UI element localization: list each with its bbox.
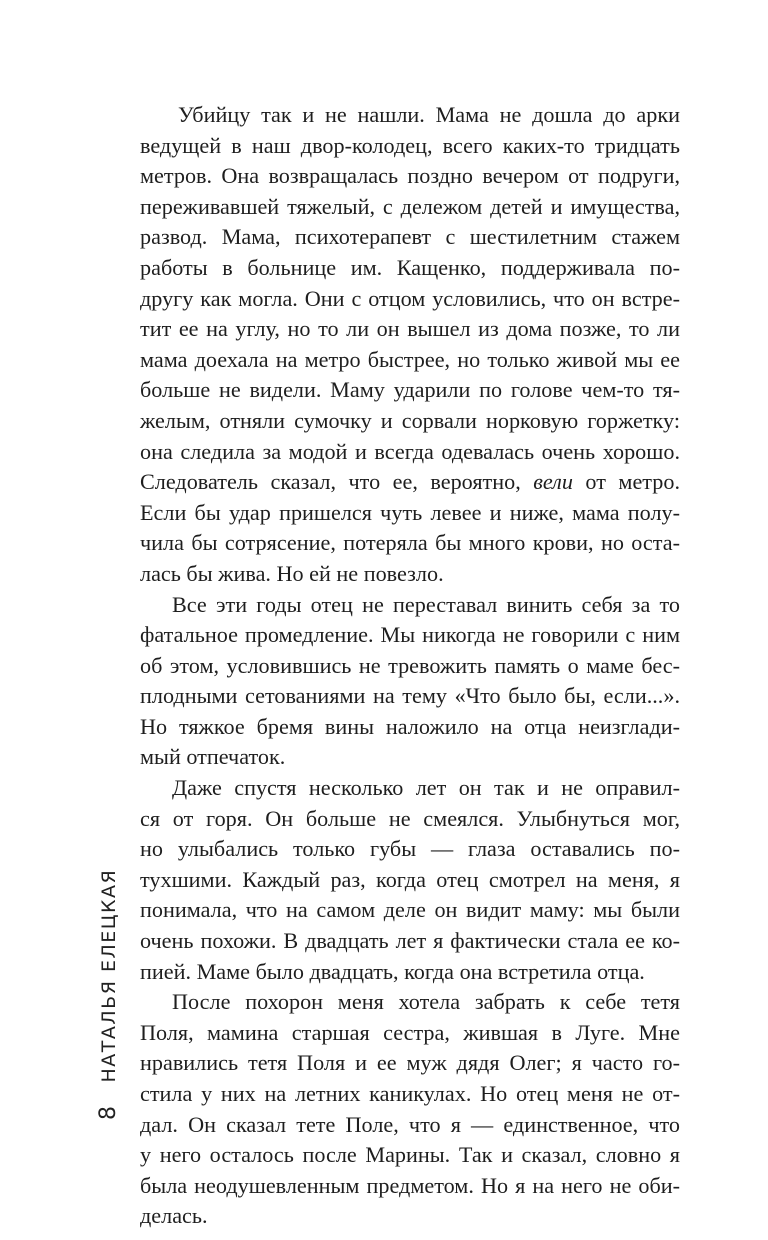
text-line: мый отпечаток. [140,744,286,770]
text-line: Поля, мамина старшая сестра, жившая в Луге. Мне [140,1019,680,1045]
text-line: ся от горя. Он больше не смеялся. Улыбнуться мог, [140,805,680,831]
text-line: фатальное промедление. Мы никогда не говорили с ним [140,622,680,648]
text-line: была неодушевленным предметом. Но я на него не оби- [140,1172,680,1198]
text-line: она следила за модой и всегда одевалась очень хорошо. [140,438,680,464]
text-line: плодными сетованиями на тему «Что было бы, если...». [140,683,680,709]
text-line: но улыбались только губы — глаза оставались по- [140,836,680,862]
text-line: понимала, что на самом деле он видит маму: мы были [140,897,680,923]
paragraph-2 [140,590,680,774]
text-line: тухшими. Каждый раз, когда отец смотрел на меня, я [140,866,680,892]
text-line: стила у них на летних каникулах. Но отец меня не от- [140,1081,680,1106]
emphasized-word: вели [533,469,573,495]
text-run: Следователь сказал, что ее, вероятно, [140,469,534,495]
text-line: лась бы жива. Но ей не повезло. [140,560,444,586]
text-line: очень похожи. В двадцать лет я фактически стала ее ко- [140,928,680,954]
text-line: мама доехала на метро быстрее, но только живой мы ее [140,346,680,372]
text-line: переживавшей тяжелый, с дележом детей и имущества, [140,193,680,219]
text-line: Если бы удар пришелся чуть левее и ниже, мама полу- [140,499,680,525]
text-line: пией. Маме было двадцать, когда она встретила отца. [140,958,645,984]
text-line: желым, отняли сумочку и сорвали норковую горжетку: [140,407,680,433]
text-line: работы в больнице им. Кащенко, поддерживала по- [140,254,680,280]
paragraph-1 [140,100,680,590]
text-line: больше не видели. Маму ударили по голове чем-то тя- [140,377,680,403]
text-line: нравились тетя Поля и ее муж дядя Олег; я часто го- [140,1050,680,1076]
text-line: метров. Она возвращалась поздно вечером от подруги, [140,163,680,189]
text-line: Даже спустя несколько лет он так и не оправил- [172,775,680,801]
text-line: тит ее на углу, но то ли он вышел из дома позже, то ли [140,316,680,342]
text-line: развод. Мама, психотерапевт с шестилетним стажем [140,224,680,250]
text-line: другу как могла. Они с отцом условились, что он встре- [140,285,680,311]
text-line: об этом, условившись не тревожить память о маме бес- [140,652,680,678]
paragraph-4 [140,987,680,1232]
text-line: Но тяжкое бремя вины наложило на отца неизглади- [140,713,680,739]
body-text [140,100,680,1232]
text-line: ведущей в наш двор-колодец, всего каких-то тридцать [140,132,680,158]
text-line: дал. Он сказал тете Поле, что я — единственное, что [140,1111,680,1137]
paragraph-3 [140,773,680,987]
text-line: Все эти годы отец не переставал винить себя за то [172,591,680,617]
text-line: Убийцу так и не нашли. Мама не дошла до арки [178,102,680,127]
text-line: у него осталось после Марины. Так и сказал, словно я [140,1142,680,1168]
text-line: чила бы сотрясение, потеряла бы много крови, но оста- [140,530,680,556]
text-line: После похорон меня хотела забрать к себе тетя [172,989,680,1015]
running-head [96,869,121,1120]
text-line: делась. [140,1203,208,1229]
text-run: от метро. [572,469,681,495]
author-name: НАТАЛЬЯ ЕЛЕЦКАЯ [97,868,120,1083]
page-number: 8 [96,1104,121,1120]
text-line-with-emphasis [140,467,680,498]
